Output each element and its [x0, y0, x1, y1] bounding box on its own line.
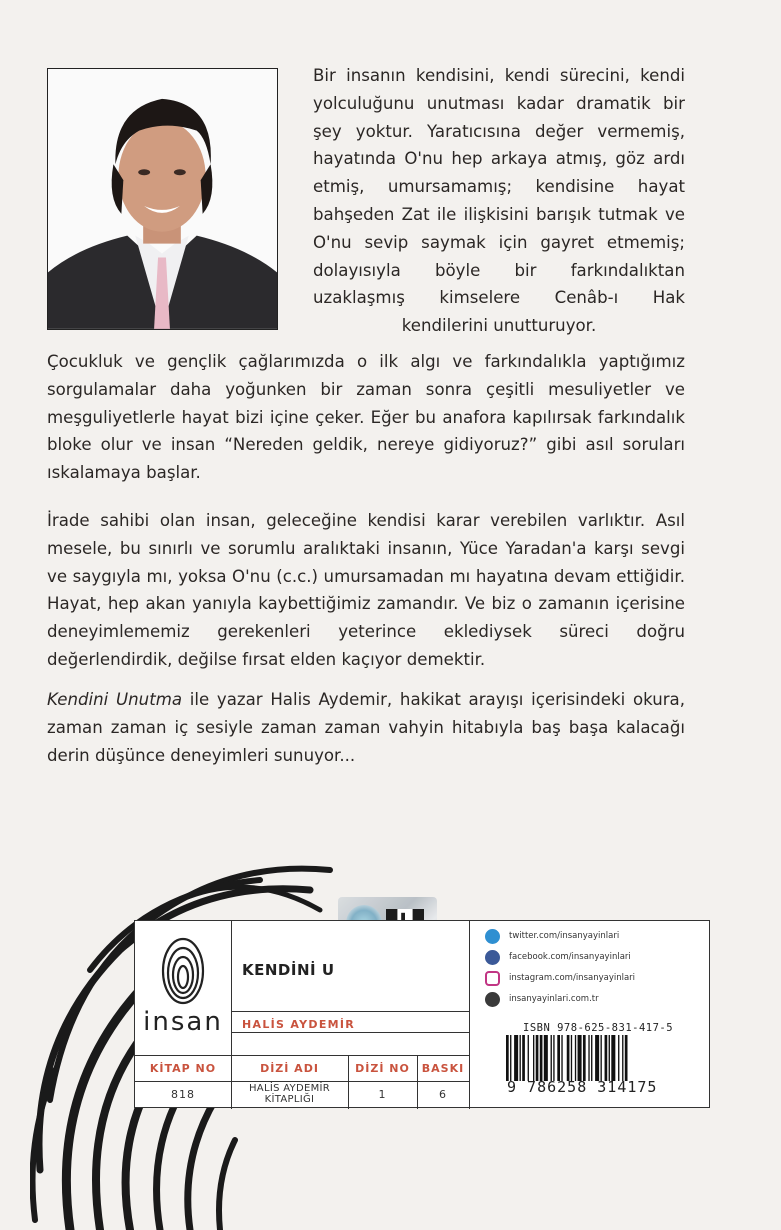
- value-kitap-no: 818: [171, 1088, 195, 1101]
- divider-line: [469, 921, 470, 1109]
- value-dizi-adi-line-1: HALİS AYDEMİR: [248, 1083, 331, 1094]
- barcode-bar: [553, 1035, 554, 1081]
- barcode-bar: [528, 1035, 529, 1081]
- social-item-facebook[interactable]: [485, 950, 685, 968]
- barcode-bar: [533, 1035, 534, 1081]
- blurb-paragraph-3: İrade sahibi olan insan, geleceğine kendisi karar verebilen varlıktır. Asıl mesele, bu sınırlı ve sorumlu aralıktaki insanın, Yüce Yaradan'a karşı sevgi ve saygıyla mı, yoksa O'nu (c.c.) umursamadan mı hayatına devam ettiğidir. Hayat, hep akan yanıyla kaybettiğimiz zamandır. Ve biz o zamanın içerisine deneyimlememiz gerekenleri yeterince eklediysek süreci doğru değerlendirdik, değilse fırsat elden kaçıyor demektir.: [47, 511, 685, 669]
- social-link-text: instagram.com/insanyayinlari: [509, 973, 636, 983]
- isbn-text: ISBN 978-625-831-417-5: [523, 1022, 674, 1034]
- publisher-logo: [135, 921, 232, 1055]
- blurb-paragraph-1: Bir insanın kendisini, kendi sürecini, kendi yolculuğunu unutması kadar dramatik bir şey yoktur. Yaratıcısına değer vermemiş, hayatında O'nu hep arkaya atmış, göz ardı etmiş, umursamamış; kendisine hayat bahşeden Zat ile ilişkisini barışık tutmak ve O'nu sevip saymak için gayret etmemiş; dolayısıyla böyle bir farkındalıktan uzaklaşmış kimselere Cenâb-ı Hak kendilerini unutturuyor.: [313, 66, 685, 336]
- header-dizi-no: DİZİ NO: [355, 1062, 410, 1075]
- barcode-bar: [567, 1035, 570, 1081]
- barcode-bar: [520, 1035, 521, 1081]
- value-baski: 6: [439, 1088, 447, 1101]
- divider-line: [231, 1032, 469, 1033]
- social-link-text: twitter.com/insanyayinlari: [509, 931, 620, 941]
- barcode-bar: [536, 1035, 539, 1081]
- divider-line: [135, 1081, 469, 1082]
- barcode-bar: [557, 1035, 560, 1081]
- barcode-bar: [625, 1035, 628, 1081]
- publisher-label: [134, 920, 710, 1108]
- book-title-italic: Kendini Unutma: [47, 690, 183, 709]
- barcode-bar: [510, 1035, 511, 1081]
- barcode-bar: [561, 1035, 562, 1081]
- barcode-bar: [609, 1035, 610, 1081]
- header-baski: BASKI: [421, 1062, 465, 1075]
- social-link-text: facebook.com/insanyayinlari: [509, 952, 631, 962]
- instagram-icon: [485, 971, 500, 986]
- twitter-icon: [485, 929, 500, 944]
- divider-line: [231, 1011, 469, 1012]
- barcode-bar: [583, 1035, 586, 1081]
- social-link-text: insanyayinlari.com.tr: [509, 994, 599, 1004]
- blurb-paragraph-4-rest: ile yazar Halis Aydemir, hakikat arayışı içerisindeki okura, zaman zaman iç sesiyle zaman zaman vahyin hitabıyla baş başa kalacağı derin düşünce deneyimleri sunuyor...: [47, 690, 685, 765]
- barcode-bar: [514, 1035, 518, 1081]
- header-dizi-adi: DİZİ ADI: [260, 1062, 319, 1075]
- facebook-icon: [485, 950, 500, 965]
- fingerprint-logo-icon: [159, 935, 207, 1007]
- author-photo: [47, 68, 278, 330]
- social-item-web[interactable]: [485, 992, 685, 1010]
- barcode-bar: [506, 1035, 509, 1081]
- barcode-bar: [595, 1035, 599, 1081]
- barcode-bar: [575, 1035, 576, 1081]
- book-title: KENDİNİ U: [242, 961, 335, 979]
- barcode-bar: [605, 1035, 608, 1081]
- barcode-bar: [611, 1035, 615, 1081]
- barcode-bar: [591, 1035, 592, 1081]
- social-item-twitter[interactable]: [485, 929, 685, 947]
- social-item-instagram[interactable]: [485, 971, 685, 989]
- publisher-logo-text: insan: [143, 1007, 223, 1037]
- author-name: HALİS AYDEMİR: [242, 1018, 356, 1031]
- value-dizi-adi: [231, 1083, 348, 1105]
- isbn-barcode: [506, 1035, 666, 1081]
- divider-line: [135, 1055, 469, 1056]
- blurb-paragraph-2: Çocukluk ve gençlik çağlarımızda o ilk algı ve farkındalıkla yaptığımız sorgulamalar daha yoğunken bir zaman sonra çeşitli mesuliyetler ve meşguliyetlerle hayat bizi içine çeker. Eğer bu anafora kapılırsak farkındalık bloke olur ve insan “Nereden geldik, nereye gidiyoruz?” gibi asıl soruları ıskalamaya başlar.: [47, 352, 685, 483]
- barcode-bar: [571, 1035, 572, 1081]
- value-dizi-adi-line-2: KİTAPLIĞI: [264, 1094, 315, 1105]
- header-kitap-no: KİTAP NO: [149, 1062, 217, 1075]
- barcode-bar: [522, 1035, 525, 1081]
- barcode-bar: [622, 1035, 623, 1081]
- barcode-bar: [588, 1035, 589, 1081]
- barcode-bar: [578, 1035, 582, 1081]
- barcode-bar: [551, 1035, 552, 1081]
- web-icon: [485, 992, 500, 1007]
- barcode-bar: [601, 1035, 602, 1081]
- blurb-paragraph-4: [47, 686, 685, 769]
- barcode-bar: [540, 1035, 543, 1081]
- barcode-bar: [618, 1035, 619, 1081]
- value-dizi-no: 1: [378, 1088, 387, 1101]
- barcode-number: 9 786258 314175: [507, 1078, 658, 1096]
- barcode-bar: [544, 1035, 548, 1081]
